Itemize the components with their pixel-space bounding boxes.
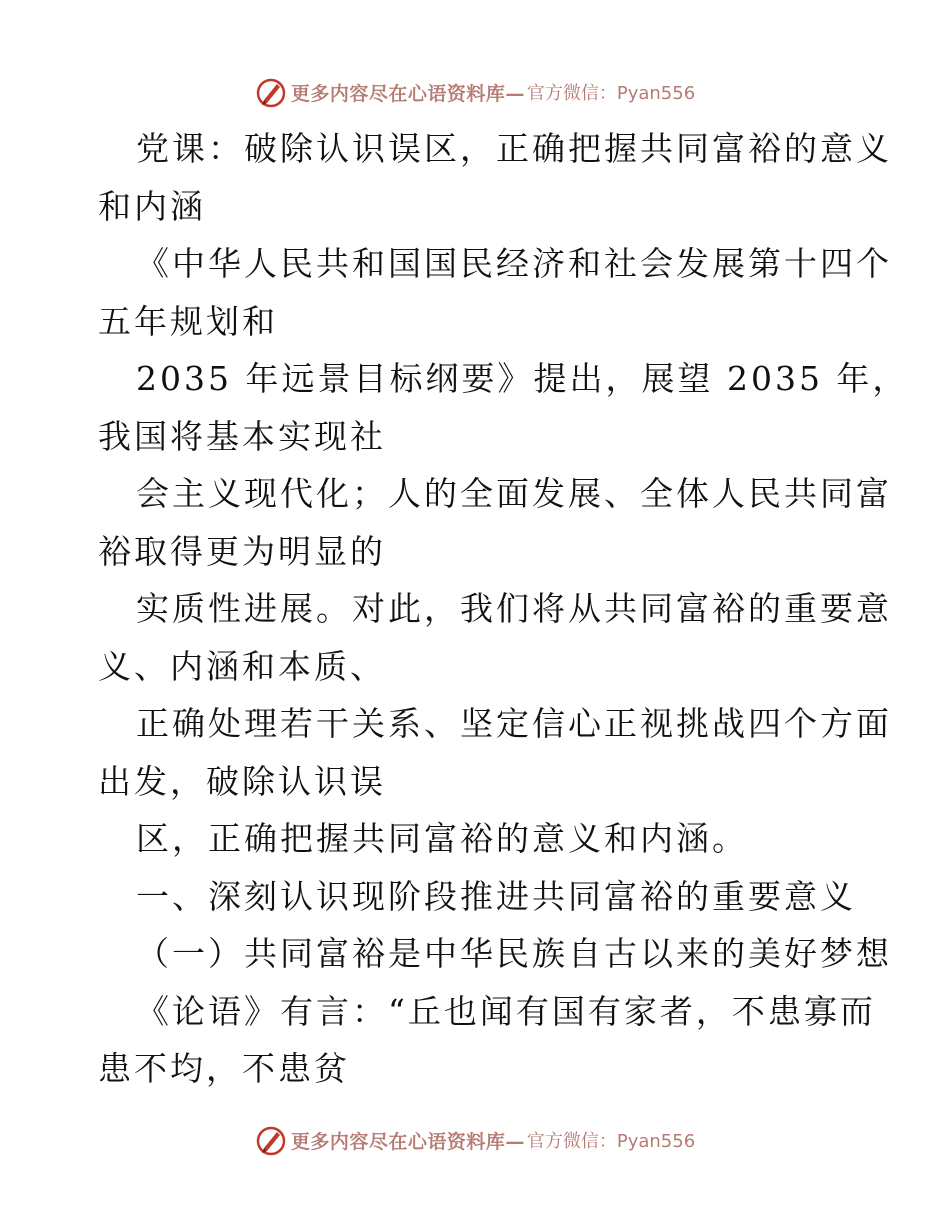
- doc-line: 和内涵: [98, 186, 206, 226]
- banner-contact: 官方微信：Pyan556: [526, 83, 696, 104]
- doc-line: 患不均，不患贫: [98, 1049, 350, 1088]
- doc-line: 党课：破除认识误区，正确把握共同富裕的意义: [136, 129, 892, 168]
- doc-line: 出发，破除认识误: [98, 761, 386, 801]
- doc-line: 《中华人民共和国国民经济和社会发展第十四个: [136, 244, 892, 283]
- doc-line: 义、内涵和本质、: [98, 646, 386, 686]
- doc-line: 正确处理若干关系、坚定信心正视挑战四个方面: [136, 704, 892, 743]
- section-heading: 一、深刻认识现阶段推进共同富裕的重要意义: [136, 876, 856, 916]
- doc-line: 我国将基本实现社: [98, 416, 386, 456]
- header-banner: [0, 72, 950, 112]
- pen-circle-logo-icon: [255, 1124, 287, 1156]
- banner-text: 更多内容尽在心语资料库—: [290, 1130, 525, 1153]
- banner-text: 更多内容尽在心语资料库—: [290, 82, 525, 105]
- pen-circle-logo-icon: [255, 76, 287, 108]
- doc-line: 实质性进展。对此，我们将从共同富裕的重要意: [136, 589, 892, 628]
- banner-contact: 官方微信：Pyan556: [526, 1131, 696, 1152]
- doc-line: 《论语》有言：“丘也闻有国有家者，不患寡而: [136, 991, 876, 1031]
- document-body: [98, 120, 909, 1098]
- doc-line: 区，正确把握共同富裕的意义和内涵。: [136, 819, 748, 858]
- doc-line: 会主义现代化；人的全面发展、全体人民共同富: [136, 474, 892, 513]
- doc-line: 裕取得更为明显的: [98, 531, 386, 571]
- doc-line: 五年规划和: [98, 301, 278, 341]
- footer-banner: [0, 1120, 950, 1160]
- doc-line: 2035 年远景目标纲要》提出，展望 2035 年，: [136, 359, 909, 398]
- subsection-heading: （一）共同富裕是中华民族自古以来的美好梦想: [136, 934, 892, 973]
